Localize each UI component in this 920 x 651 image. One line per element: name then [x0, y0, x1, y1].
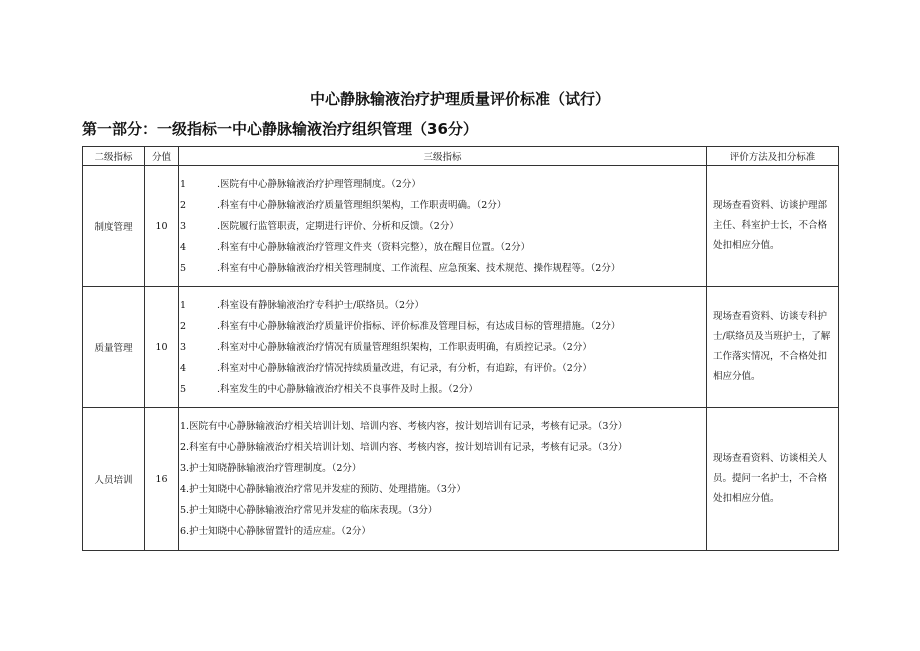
header-tertiary-indicator: 三级指标 — [179, 147, 707, 166]
list-item — [179, 337, 706, 358]
item-text: 6.护士知晓中心静脉留置针的适应症。（2分） — [180, 526, 371, 537]
part-heading: 第一部分：一级指标一中心静脉输液治疗组织管理（36分） — [82, 120, 478, 138]
item-number: 1 — [180, 178, 187, 190]
row-score: 10 — [145, 166, 179, 287]
item-text: 1.医院有中心静脉输液治疗相关培训计划、培训内容、考核内容，按计划培训有记录，考核有记录。（3分） — [180, 421, 628, 432]
item-text: .医院有中心静脉输液治疗护理管理制度。（2分） — [217, 178, 421, 190]
list-item — [179, 358, 706, 379]
header-score: 分值 — [145, 147, 179, 166]
list-item — [179, 437, 706, 458]
header-evaluation-method: 评价方法及扣分标准 — [707, 147, 839, 166]
list-item — [179, 316, 706, 337]
item-number: 4 — [180, 362, 187, 374]
item-number: 3 — [180, 341, 187, 353]
row-items — [179, 166, 707, 287]
table-row — [83, 166, 839, 287]
item-number: 5 — [180, 262, 187, 274]
header-secondary-indicator: 二级指标 — [83, 147, 145, 166]
item-text: .科室有中心静脉输液治疗质量管理组织架构，工作职责明确。（2分） — [217, 199, 507, 211]
item-number: 2 — [180, 320, 187, 332]
row-indicator-name: 制度管理 — [83, 166, 145, 287]
table-row — [83, 408, 839, 551]
item-text: .科室对中心静脉输液治疗情况持续质量改进，有记录，有分析，有追踪，有评价。（2分） — [217, 362, 592, 374]
item-number: 4 — [180, 241, 187, 253]
list-item — [179, 416, 706, 437]
item-text: .科室对中心静脉输液治疗情况有质量管理组织架构，工作职责明确，有质控记录。（2分） — [217, 341, 592, 353]
item-number: 3 — [180, 220, 187, 232]
list-item — [179, 458, 706, 479]
row-indicator-name: 质量管理 — [83, 287, 145, 408]
list-item — [179, 500, 706, 521]
row-items — [179, 287, 707, 408]
item-number: 2 — [180, 199, 187, 211]
list-item — [179, 295, 706, 316]
item-text: 5.护士知晓中心静脉输液治疗常见并发症的临床表现。（3分） — [180, 505, 438, 516]
row-indicator-name: 人员培训 — [83, 408, 145, 551]
list-item — [179, 216, 706, 237]
document-title: 中心静脉输液治疗护理质量评价标准（试行） — [309, 90, 610, 108]
item-number: 5 — [180, 383, 187, 395]
item-text: .科室有中心静脉输液治疗管理文件夹（资料完整），放在醒目位置。（2分） — [217, 241, 531, 253]
row-evaluation-method: 现场查看资料、访谈护理部主任、科室护士长，不合格处扣相应分值。 — [707, 166, 839, 287]
list-item — [179, 237, 706, 258]
list-item — [179, 521, 706, 542]
table-row — [83, 287, 839, 408]
row-evaluation-method: 现场查看资料、访谈相关人员。提问一名护士，不合格处扣相应分值。 — [707, 408, 839, 551]
item-text: .科室设有静脉输液治疗专科护士/联络员。（2分） — [217, 299, 425, 311]
table-header-row — [83, 147, 839, 166]
list-item — [179, 174, 706, 195]
item-number: 1 — [180, 299, 187, 311]
row-score: 16 — [145, 408, 179, 551]
item-text: 4.护士知晓中心静脉输液治疗常见并发症的预防、处理措施。（3分） — [180, 484, 466, 495]
row-items — [179, 408, 707, 551]
row-evaluation-method: 现场查看资料、访谈专科护士/联络员及当班护士，了解工作落实情况，不合格处扣相应分值。 — [707, 287, 839, 408]
list-item — [179, 195, 706, 216]
item-text: .科室有中心静脉输液治疗质量评价指标、评价标准及管理目标，有达成目标的管理措施。（2分） — [217, 320, 621, 332]
item-text: 3.护士知晓静脉输液治疗管理制度。（2分） — [180, 463, 362, 474]
evaluation-table — [82, 146, 839, 551]
list-item — [179, 379, 706, 400]
list-item — [179, 258, 706, 279]
item-text: 2.科室有中心静脉输液治疗相关培训计划、培训内容、考核内容，按计划培训有记录，考核有记录。（3分） — [180, 442, 628, 453]
item-text: .科室有中心静脉输液治疗相关管理制度、工作流程、应急预案、技术规范、操作规程等。（2分） — [217, 262, 621, 274]
list-item — [179, 479, 706, 500]
item-text: .科室发生的中心静脉输液治疗相关不良事件及时上报。（2分） — [217, 383, 478, 395]
row-score: 10 — [145, 287, 179, 408]
item-text: .医院履行监管职责，定期进行评价、分析和反馈。（2分） — [217, 220, 459, 232]
